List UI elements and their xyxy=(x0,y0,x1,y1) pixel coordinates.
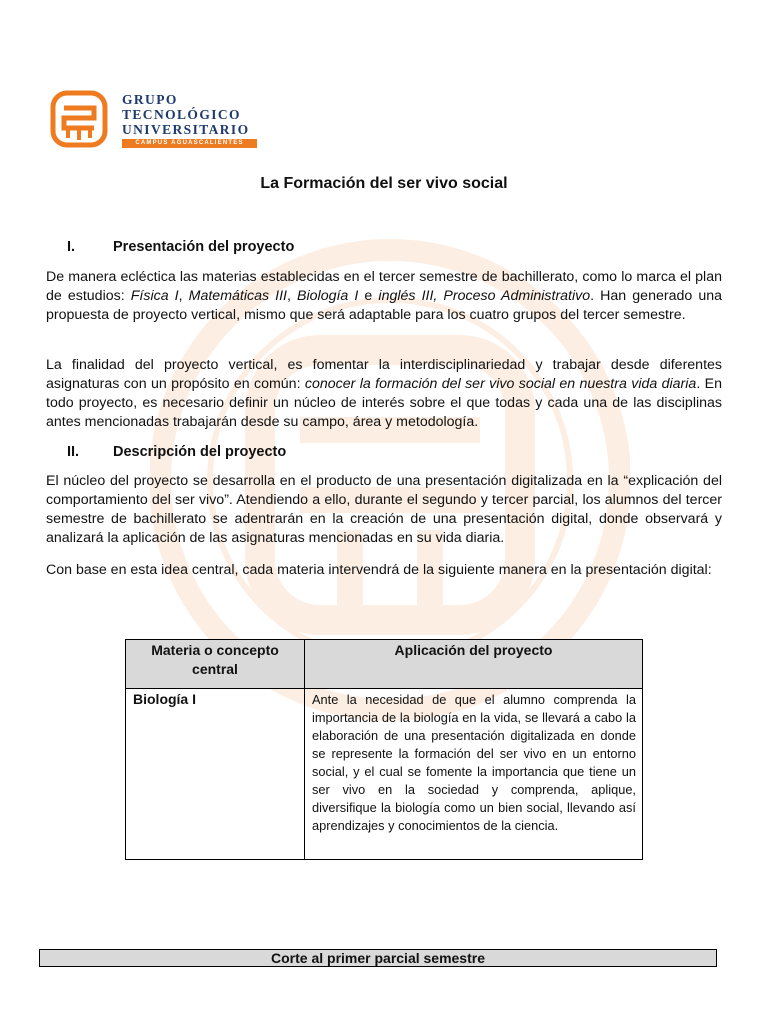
section-2-heading xyxy=(67,444,286,460)
section-1-paragraph-2 xyxy=(46,356,722,432)
text-run: , xyxy=(178,288,189,304)
logo-wordmark xyxy=(122,92,257,148)
logo-line-3: UNIVERSITARIO xyxy=(122,122,250,137)
subject-biologia: Biología I xyxy=(297,288,359,304)
logo-line-2: TECNOLÓGICO xyxy=(122,107,241,122)
subject-fisica: Física I xyxy=(130,288,179,304)
table-header-subject: Materia o concepto central xyxy=(126,640,305,689)
table-header-application: Aplicación del proyecto xyxy=(305,640,643,689)
logo-campus-band: CAMPUS AGUASCALIENTES xyxy=(122,139,257,148)
text-run: e xyxy=(358,288,379,304)
text-run: De manera ecléctica las materias establecidas en el tercer semestre de bachillerato, como lo marca el plan de estudios: xyxy=(46,269,722,304)
logo-line-1: GRUPO xyxy=(122,92,178,107)
gtu-shield-icon xyxy=(50,90,108,148)
text-run: . En todo proyecto, es necesario definir un núcleo de interés sobre el que todas y cada una de las disciplinas antes mencionadas trabajarán desde su campo, área y metodología. xyxy=(46,376,722,430)
subject-ingles-proceso: inglés III, Proceso Administrativo xyxy=(378,288,591,304)
section-1-paragraph-1 xyxy=(46,268,722,325)
table-cell-subject: Biología I xyxy=(126,689,305,860)
subject-matematicas: Matemáticas III xyxy=(188,288,287,304)
first-partial-cut-bar: Corte al primer parcial semestre xyxy=(39,949,717,967)
institution-logo xyxy=(50,90,257,148)
document-title: La Formación del ser vivo social xyxy=(260,175,508,192)
table-row xyxy=(126,689,643,860)
project-purpose-italic: conocer la formación del ser vivo social en nuestra vida diaria xyxy=(304,376,697,392)
section-2-title: Descripción del proyecto xyxy=(113,444,287,460)
section-2-number: II. xyxy=(67,444,80,460)
section-2-paragraph-1: El núcleo del proyecto se desarrolla en el producto de una presentación digitalizada en la “explicación del comportamiento del ser vivo”. Atendiendo a ello, durante el segundo y tercer parcial, los alumnos del tercer semestre de bachillerato se adentrarán en la creación de una presentación digital, donde observará y analizará la aplicación de las asignaturas mencionadas en su vida diaria. xyxy=(46,473,722,546)
text-run: La finalidad del proyecto vertical, es fomentar la interdisciplinariedad y trabajar desde diferentes asignaturas con un propósito en común: xyxy=(46,357,722,392)
section-1-number: I. xyxy=(67,239,76,255)
section-1-title: Presentación del proyecto xyxy=(113,239,295,255)
table-header-row xyxy=(126,640,643,689)
section-1-heading xyxy=(67,239,294,255)
table-cell-application: Ante la necesidad de que el alumno comprenda la importancia de la biología en la vida, se llevará a cabo la elaboración de una presentación digitalizada en donde se represente la formación del ser vivo en un entorno social, y el cual se fomente la importancia que tiene un ser vivo en la sociedad y comprenda, aplique, diversifique la biología como un bien social, llevando así aprendizajes y conocimientos de la ciencia. xyxy=(305,689,643,860)
text-run: . Han generado una propuesta de proyecto vertical, mismo que será adaptable para los cuatro grupos del tercer semestre. xyxy=(46,288,722,323)
project-table xyxy=(125,639,643,860)
section-2-paragraph-2: Con base en esta idea central, cada materia intervendrá de la siguiente manera en la presentación digital: xyxy=(46,562,712,578)
text-run: , xyxy=(287,288,298,304)
